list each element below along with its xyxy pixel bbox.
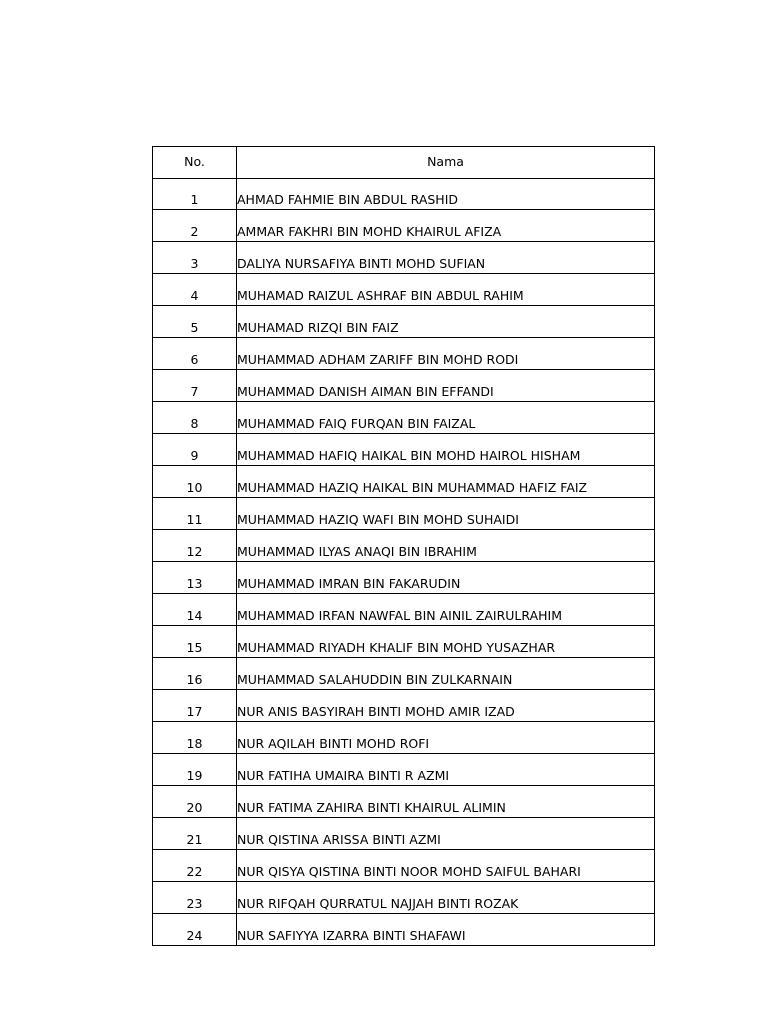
student-name: AMMAR FAKHRI BIN MOHD KHAIRUL AFIZA (237, 210, 655, 242)
table-row (153, 562, 655, 594)
student-name: MUHAMMAD SALAHUDDIN BIN ZULKARNAIN (237, 658, 655, 690)
student-name: NUR RIFQAH QURRATUL NAJJAH BINTI ROZAK (237, 882, 655, 914)
student-name: AHMAD FAHMIE BIN ABDUL RASHID (237, 179, 655, 210)
table-row (153, 370, 655, 402)
student-name: NUR QISYA QISTINA BINTI NOOR MOHD SAIFUL BAHARI (237, 850, 655, 882)
row-number: 2 (153, 210, 237, 242)
table-row (153, 242, 655, 274)
student-name: MUHAMAD RIZQI BIN FAIZ (237, 306, 655, 338)
row-number: 3 (153, 242, 237, 274)
row-number: 14 (153, 594, 237, 626)
row-number: 17 (153, 690, 237, 722)
student-name: DALIYA NURSAFIYA BINTI MOHD SUFIAN (237, 242, 655, 274)
student-name: NUR ANIS BASYIRAH BINTI MOHD AMIR IZAD (237, 690, 655, 722)
table-row (153, 466, 655, 498)
table-row (153, 498, 655, 530)
row-number: 11 (153, 498, 237, 530)
table-row (153, 402, 655, 434)
table-row (153, 722, 655, 754)
student-name: MUHAMMAD ADHAM ZARIFF BIN MOHD RODI (237, 338, 655, 370)
table-row (153, 210, 655, 242)
table-body (153, 179, 655, 946)
student-name: MUHAMAD RAIZUL ASHRAF BIN ABDUL RAHIM (237, 274, 655, 306)
table-row (153, 179, 655, 210)
table-row (153, 274, 655, 306)
student-name: MUHAMMAD DANISH AIMAN BIN EFFANDI (237, 370, 655, 402)
student-name: NUR QISTINA ARISSA BINTI AZMI (237, 818, 655, 850)
student-name: MUHAMMAD HAZIQ WAFI BIN MOHD SUHAIDI (237, 498, 655, 530)
table-row (153, 690, 655, 722)
table-row (153, 818, 655, 850)
student-name: NUR FATIHA UMAIRA BINTI R AZMI (237, 754, 655, 786)
student-name: MUHAMMAD HAFIQ HAIKAL BIN MOHD HAIROL HISHAM (237, 434, 655, 466)
row-number: 4 (153, 274, 237, 306)
student-name: MUHAMMAD IMRAN BIN FAKARUDIN (237, 562, 655, 594)
table-header-row (153, 147, 655, 179)
row-number: 24 (153, 914, 237, 946)
row-number: 20 (153, 786, 237, 818)
name-list-sheet (152, 146, 654, 946)
student-name: MUHAMMAD ILYAS ANAQI BIN IBRAHIM (237, 530, 655, 562)
table-row (153, 434, 655, 466)
row-number: 8 (153, 402, 237, 434)
name-list-table (152, 146, 655, 946)
student-name: MUHAMMAD HAZIQ HAIKAL BIN MUHAMMAD HAFIZ FAIZ (237, 466, 655, 498)
table-row (153, 850, 655, 882)
table-row (153, 786, 655, 818)
table-row (153, 914, 655, 946)
header-name: Nama (237, 147, 655, 179)
header-no: No. (153, 147, 237, 179)
row-number: 16 (153, 658, 237, 690)
table-row (153, 530, 655, 562)
row-number: 23 (153, 882, 237, 914)
row-number: 6 (153, 338, 237, 370)
row-number: 18 (153, 722, 237, 754)
row-number: 7 (153, 370, 237, 402)
row-number: 5 (153, 306, 237, 338)
student-name: MUHAMMAD FAIQ FURQAN BIN FAIZAL (237, 402, 655, 434)
row-number: 1 (153, 179, 237, 210)
row-number: 10 (153, 466, 237, 498)
row-number: 19 (153, 754, 237, 786)
student-name: NUR AQILAH BINTI MOHD ROFI (237, 722, 655, 754)
row-number: 13 (153, 562, 237, 594)
table-row (153, 594, 655, 626)
table-row (153, 658, 655, 690)
student-name: MUHAMMAD IRFAN NAWFAL BIN AINIL ZAIRULRAHIM (237, 594, 655, 626)
table-row (153, 882, 655, 914)
row-number: 21 (153, 818, 237, 850)
table-row (153, 306, 655, 338)
row-number: 12 (153, 530, 237, 562)
row-number: 9 (153, 434, 237, 466)
table-row (153, 338, 655, 370)
row-number: 15 (153, 626, 237, 658)
row-number: 22 (153, 850, 237, 882)
table-row (153, 626, 655, 658)
table-row (153, 754, 655, 786)
student-name: NUR SAFIYYA IZARRA BINTI SHAFAWI (237, 914, 655, 946)
student-name: MUHAMMAD RIYADH KHALIF BIN MOHD YUSAZHAR (237, 626, 655, 658)
student-name: NUR FATIMA ZAHIRA BINTI KHAIRUL ALIMIN (237, 786, 655, 818)
